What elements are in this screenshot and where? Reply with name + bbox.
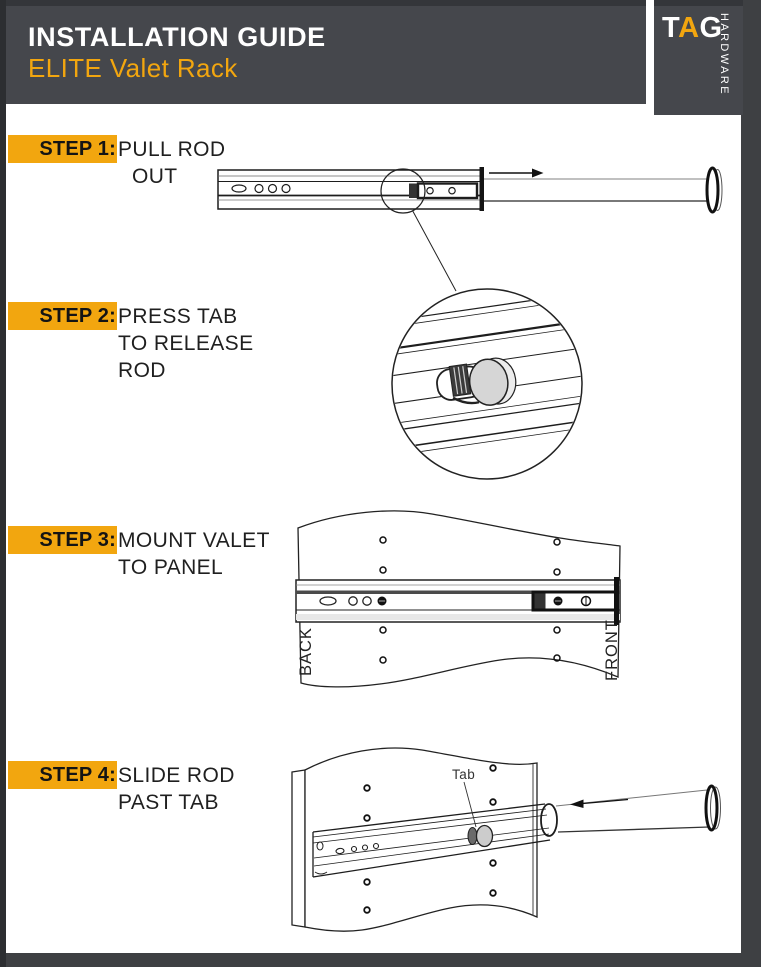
step-2-label: STEP 2:: [8, 302, 117, 330]
logo-letter-a: A: [678, 12, 700, 44]
callout-leader-line: [413, 211, 457, 292]
step-3-label: STEP 3:: [8, 526, 117, 554]
logo-vertical-text: HARDWARE: [718, 13, 730, 96]
step-1-line-2: OUT: [132, 165, 178, 188]
page-subtitle: ELITE Valet Rack: [28, 53, 238, 83]
logo-letter-g: G: [699, 12, 723, 44]
header-bar: [6, 0, 646, 104]
step-4-line-2: PAST TAB: [118, 791, 219, 814]
step-3-text: [118, 527, 270, 581]
panel-side-edge: [292, 770, 305, 927]
arrow-right-icon: [489, 169, 544, 178]
step-4-text: [118, 762, 235, 816]
page-title: INSTALLATION GUIDE: [28, 22, 326, 52]
arrow-left-icon: [570, 800, 628, 809]
step4-diagram: [285, 735, 735, 953]
valet-rod: [556, 786, 721, 832]
logo-letter-t: T: [662, 12, 679, 44]
step-3-line-1: MOUNT VALET: [118, 529, 270, 552]
valet-rod: [484, 168, 722, 212]
tab-label: Tab: [452, 767, 476, 782]
step-1-label: STEP 1:: [8, 135, 117, 163]
step-4-label: STEP 4:: [8, 761, 117, 789]
release-tab: [468, 826, 493, 847]
page-left-edge: [0, 0, 6, 967]
step-3-line-2: TO PANEL: [118, 556, 224, 579]
step-2-line-3: ROD: [118, 359, 166, 382]
rail-housing: [218, 167, 484, 211]
front-label: FRONT: [603, 619, 621, 681]
step1-step2-diagram: [210, 140, 742, 485]
step-2-line-2: TO RELEASE: [118, 332, 254, 355]
step-2-line-1: PRESS TAB: [118, 305, 238, 328]
step3-diagram: [288, 503, 633, 703]
tag-logo: [662, 12, 723, 45]
brand-logo-block: [654, 0, 743, 115]
back-label: BACK: [297, 627, 315, 676]
step-4-line-1: SLIDE ROD: [118, 764, 235, 787]
step-1-line-1: PULL ROD: [118, 138, 226, 161]
mounted-rail: [296, 577, 620, 625]
